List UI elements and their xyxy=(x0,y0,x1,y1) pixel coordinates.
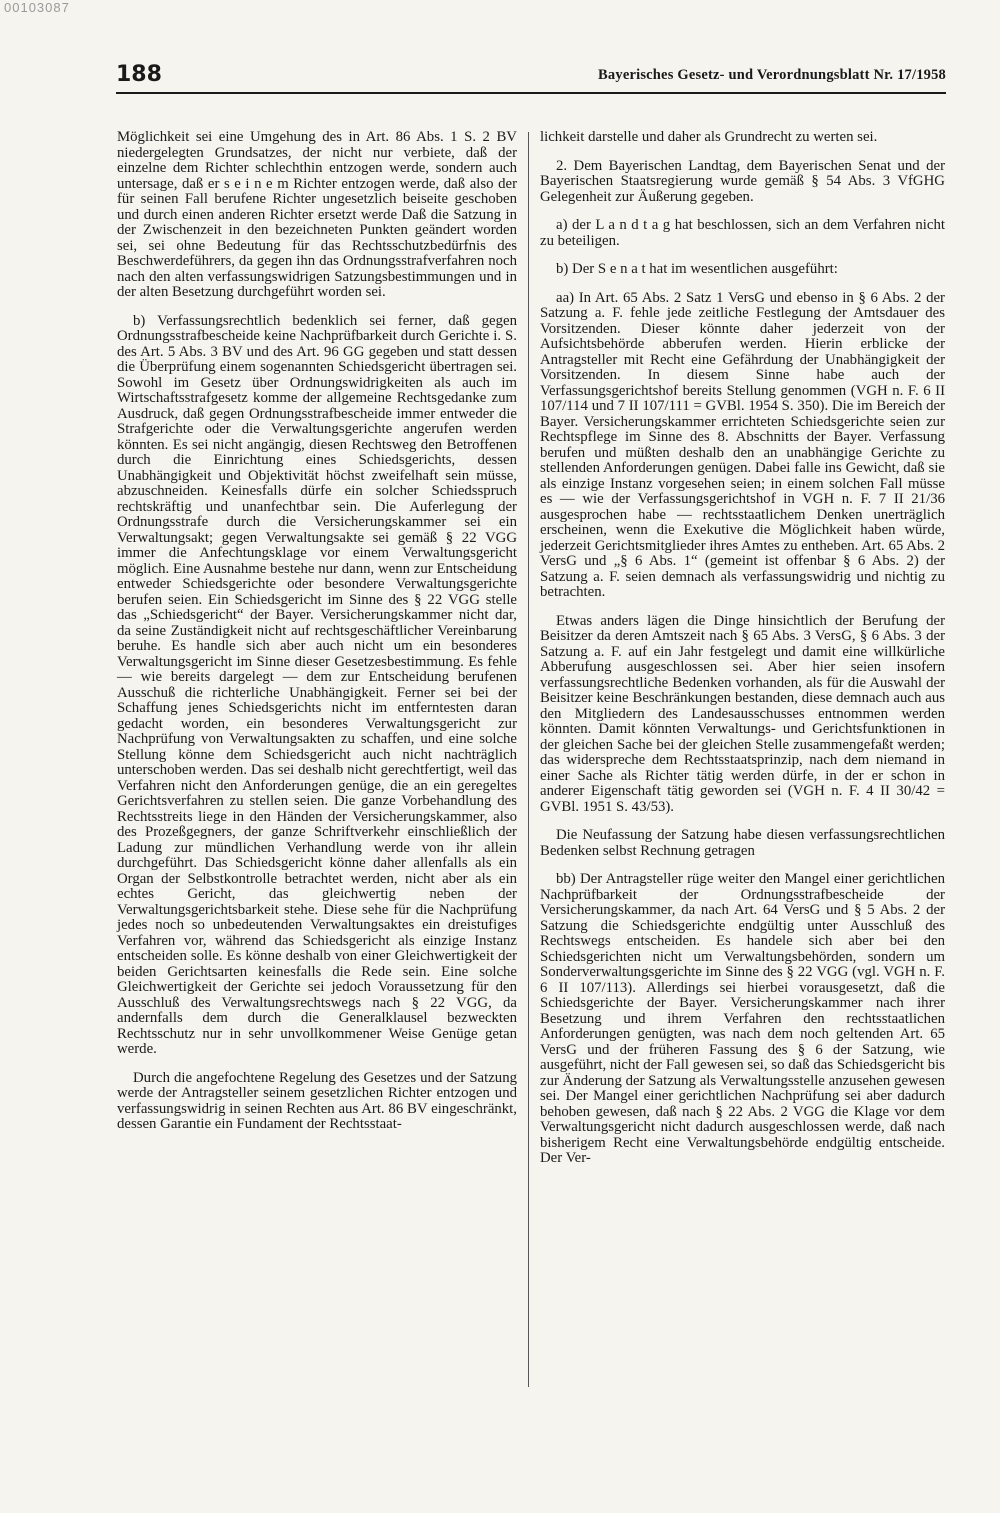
paragraph: Die Neufassung der Satzung habe diesen verfassungsrechtlichen Bedenken selbst Rechnung getragen xyxy=(540,827,945,859)
right-column xyxy=(540,130,945,1180)
paragraph: bb) Der Antragsteller rüge weiter den Mangel einer gerichtlichen Nachprüfbarkeit der Ordnungsstrafbescheide der Versicherungskammer, da nach Art. 64 VersG und § 5 Abs. 2 der Satzung die Schiedsgerichte endgültig unter Ausschluß des Rechtswegs entscheiden. Es handele sich aber bei den Schiedsgerichten nicht um Verwaltungsbehörden, sondern um Sonderverwaltungsgerichte im Sinne des § 22 VGG (vgl. VGH n. F. 6 II 107/113). Allerdings sei hierbei vorausgesetzt, daß die Schiedsgerichte der Bayer. Versicherungskammer nach ihrer Besetzung und ihrem Verfahren den rechtsstaatlichen Anforderungen genügten, was nach dem noch geltenden Art. 65 VersG und der früheren Fassung des § 6 der Satzung, wie ausgeführt, nicht der Fall gewesen sei, so daß das Schiedsgericht bis zur Änderung der Satzung als Verwaltungsstelle anzusehen gewesen sei. Der Mangel einer gerichtlichen Nachprüfung sei aber dadurch behoben gewesen, daß nach § 22 Abs. 2 VGG die Klage vor dem Verwaltungsgericht nicht dadurch ausgeschlossen werde, daß nach bisherigem Recht eine Verwaltungsbehörde endgültig entscheide. Der Ver- xyxy=(540,871,945,1166)
column-divider xyxy=(528,132,529,1387)
paragraph: b) Der S e n a t hat im wesentlichen ausgeführt: xyxy=(556,261,838,277)
paragraph: Etwas anders lägen die Dinge hinsichtlich der Berufung der Beisitzer da deren Amtszeit nach § 65 Abs. 3 VersG, § 6 Abs. 3 der Satzung a. F. auf ein Jahr festgelegt und damit eine willkürliche Abberufung ausgeschlossen sei. Aber hier seien insofern verfassungsrechtliche Bedenken vorhanden, als für die Auswahl der Beisitzer keine Beschränkungen bestanden, diese demnach auch aus den Mitgliedern des Landesausschusses entnommen werden könnten. Damit könnten Verwaltungs- und Gerichtsfunktionen in der gleichen Sache bei der gleichen Stelle zusammengefaßt werden; das widerspreche dem Rechtsstaatsprinzip, nach dem niemand in einer Sache als Richter tätig werden dürfe, in der er schon in anderer Eigenschaft tätig geworden sei (VGH n. F. 4 II 30/42 = GVBl. 1951 S. 43/53). xyxy=(540,612,945,815)
paragraph: Möglichkeit sei eine Umgehung des in Art. 86 Abs. 1 S. 2 BV niedergelegten Grundsatzes, der nicht nur verbiete, daß der einzelne dem Richter schlechthin entzogen werde, sondern auch untersage, daß er s e i n e m Richter entzogen werde, daß also der für seinen Fall berufene Richter ungesetzlich beiseite geschoben und durch einen anderen Richter ersetzt werde Daß die Satzung in der Zwischenzeit in den bezeichneten Punkten geändert worden sei, sei ohne Bedeutung für das Rechtsschutzbedürfnis des Beschwerdeführers, da gegen ihn das Ordnungsstrafverfahren noch nach den alten verfassungswidrigen Satzungsbestimmungen und in der alten Besetzung durchgeführt worden sei. xyxy=(117,129,517,300)
paragraph: b) Verfassungsrechtlich bedenklich sei ferner, daß gegen Ordnungsstrafbescheide keine Nachprüfbarkeit durch Gerichte i. S. des Art. 5 Abs. 3 BV und des Art. 96 GG gegeben und statt dessen die Überprüfung einem sogenannten Schiedsgericht übertragen sei. Sowohl im Gesetz über Ordnungswidrigkeiten als auch im Wirtschaftsstrafgesetz komme der allgemeine Rechtsgedanke zum Ausdruck, daß gegen Ordnungsstrafbescheide immer entweder die Strafgerichte oder die Verwaltungsgerichte angerufen werden könnten. Es sei nicht angängig, diesen Rechtsweg den Betroffenen durch die Einrichtung eines Schiedsgerichts, dessen Unabhängigkeit und Objektivität höchst zweifelhaft sein müsse, abzuschneiden. Keinesfalls dürfe ein solcher Schiedsspruch rechtskräftig und unanfechtbar sein. Die Auferlegung der Ordnungsstrafe durch die Versicherungskammer sei ein Verwaltungsakt; gegen Verwaltungsakte sei gemäß § 22 VGG immer die Anfechtungsklage vor einem Verwaltungsgericht möglich. Eine Ausnahme bestehe nur dann, wenn zur Entscheidung entweder Schiedsgerichte oder besondere Verwaltungsgerichte berufen seien. Ein Schiedsgericht im Sinne des § 22 VGG stelle das „Schiedsgericht“ der Bayer. Versicherungskammer nicht dar, da seine Zuständigkeit nicht auf rechtsgeschäftlicher Vereinbarung beruhe. Es handle sich aber auch nicht um ein besonderes Verwaltungsgericht im Sinne dieser Gesetzesbestimmung. Es fehle — wie bereits dargelegt — dem zur Entscheidung berufenen Ausschuß die richterliche Unabhängigkeit. Ferner sei bei der Schaffung jenes Schiedsgerichts nicht im entferntesten daran gedacht worden, ein besonderes Verwaltungsgericht zur Nachprüfung von Verwaltungsakten zu schaffen, und eine solche Stellung könne dem Schiedsgericht auch nicht nachträglich unterschoben werden. Das sei deshalb nicht gerechtfertigt, weil das Verfahren nicht den Anforderungen genüge, die an ein geregeltes Gerichtsverfahren zu stellen seien. Die ganze Vorbehandlung des Rechtsstreits liege in den Händen der Versicherungskammer, also des Prozeßgegners, der ganze Schriftverkehr einschließlich der Ladung zur mündlichen Verhandlung werde von ihr allein durchgeführt. Das Schiedsgericht könne daher allenfalls als ein Organ der Selbstkontrolle betrachtet werden, nicht aber als ein echtes Gericht, das gleichwertig neben der Verwaltungsgerichtsbarkeit stehe. Diese sehe für die Nachprüfung jedes noch so unbedeutenden Verwaltungsaktes ein dreistufiges Verfahren vor, während das Schiedsgericht als einzige Instanz entscheiden solle. Es könne deshalb von einer Gleichwertigkeit der beiden Gerichtsarten keinesfalls die Rede sein. Eine solche Gleichwertigkeit der Gerichte sei jedoch Voraussetzung für den Ausschluß des Verwaltungsrechtswegs nach § 22 VGG, da andernfalls dem durch die Generalklausel bezweckten Rechtsschutz nur in sehr unvollkommener Weise Genüge getan werde. xyxy=(117,312,517,1057)
paragraph: Durch die angefochtene Regelung des Gesetzes und der Satzung werde der Antragsteller seinem gesetzlichen Richter entzogen und verfassungswidrig in seinen Rechten aus Art. 86 BV eingeschränkt, dessen Garantie ein Fundament der Rechtsstaat- xyxy=(117,1069,517,1132)
page-header xyxy=(116,62,946,94)
paragraph: a) der L a n d t a g hat beschlossen, sich an dem Verfahren nicht zu beteiligen. xyxy=(540,217,945,249)
page-number: 188 xyxy=(116,62,162,87)
paragraph: lichkeit darstelle und daher als Grundrecht zu werten sei. xyxy=(540,129,878,145)
running-head: Bayerisches Gesetz- und Verordnungsblatt Nr. 17/1958 xyxy=(598,67,946,83)
left-column xyxy=(117,130,517,1146)
paragraph: 2. Dem Bayerischen Landtag, dem Bayerischen Senat und der Bayerischen Staatsregierung wurde gemäß § 54 Abs. 3 VfGHG Gelegenheit zur Äußerung gegeben. xyxy=(540,157,945,205)
scan-id: 00103087 xyxy=(4,0,70,15)
paragraph: aa) In Art. 65 Abs. 2 Satz 1 VersG und ebenso in § 6 Abs. 2 der Satzung a. F. fehle jede zeitliche Festlegung der Amtsdauer des Vorsitzenden. Dieser könnte daher jederzeit von der Aufsichtsbehörde abberufen werden. Hierin erblicke der Antragsteller mit Recht eine Gefährdung der Unabhängigkeit der Vorsitzenden. In diesem Sinne habe auch der Verfassungsgerichtshof bereits Stellung genommen (VGH n. F. 6 II 107/114 und 7 II 107/111 = GVBl. 1954 S. 350). Die im Bereich der Bayer. Versicherungskammer errichteten Schiedsgerichte seien zur Rechtspflege im Sinne des 8. Abschnitts der Bayer. Verfassung berufen und müßten deshalb den an unabhängige Gerichte zu stellenden Anforderungen genügen. Dabei falle ins Gewicht, daß sie als einzige Instanz vorgesehen seien; in einem solchen Fall müsse es — wie der Verfassungsgerichtshof in VGH n. F. 7 II 21/36 ausgesprochen habe — rechtsstaatlichem Denken unerträglich erscheinen, wenn die Exekutive die Möglichkeit haben würde, jederzeit Gerichtsmitglieder ihres Amtes zu entheben. Art. 65 Abs. 2 VersG und „§ 6 Abs. 1“ (gemeint ist offenbar § 6 Abs. 2) der Satzung a. F. seien demnach als verfassungswidrig und nichtig zu betrachten. xyxy=(540,289,945,600)
